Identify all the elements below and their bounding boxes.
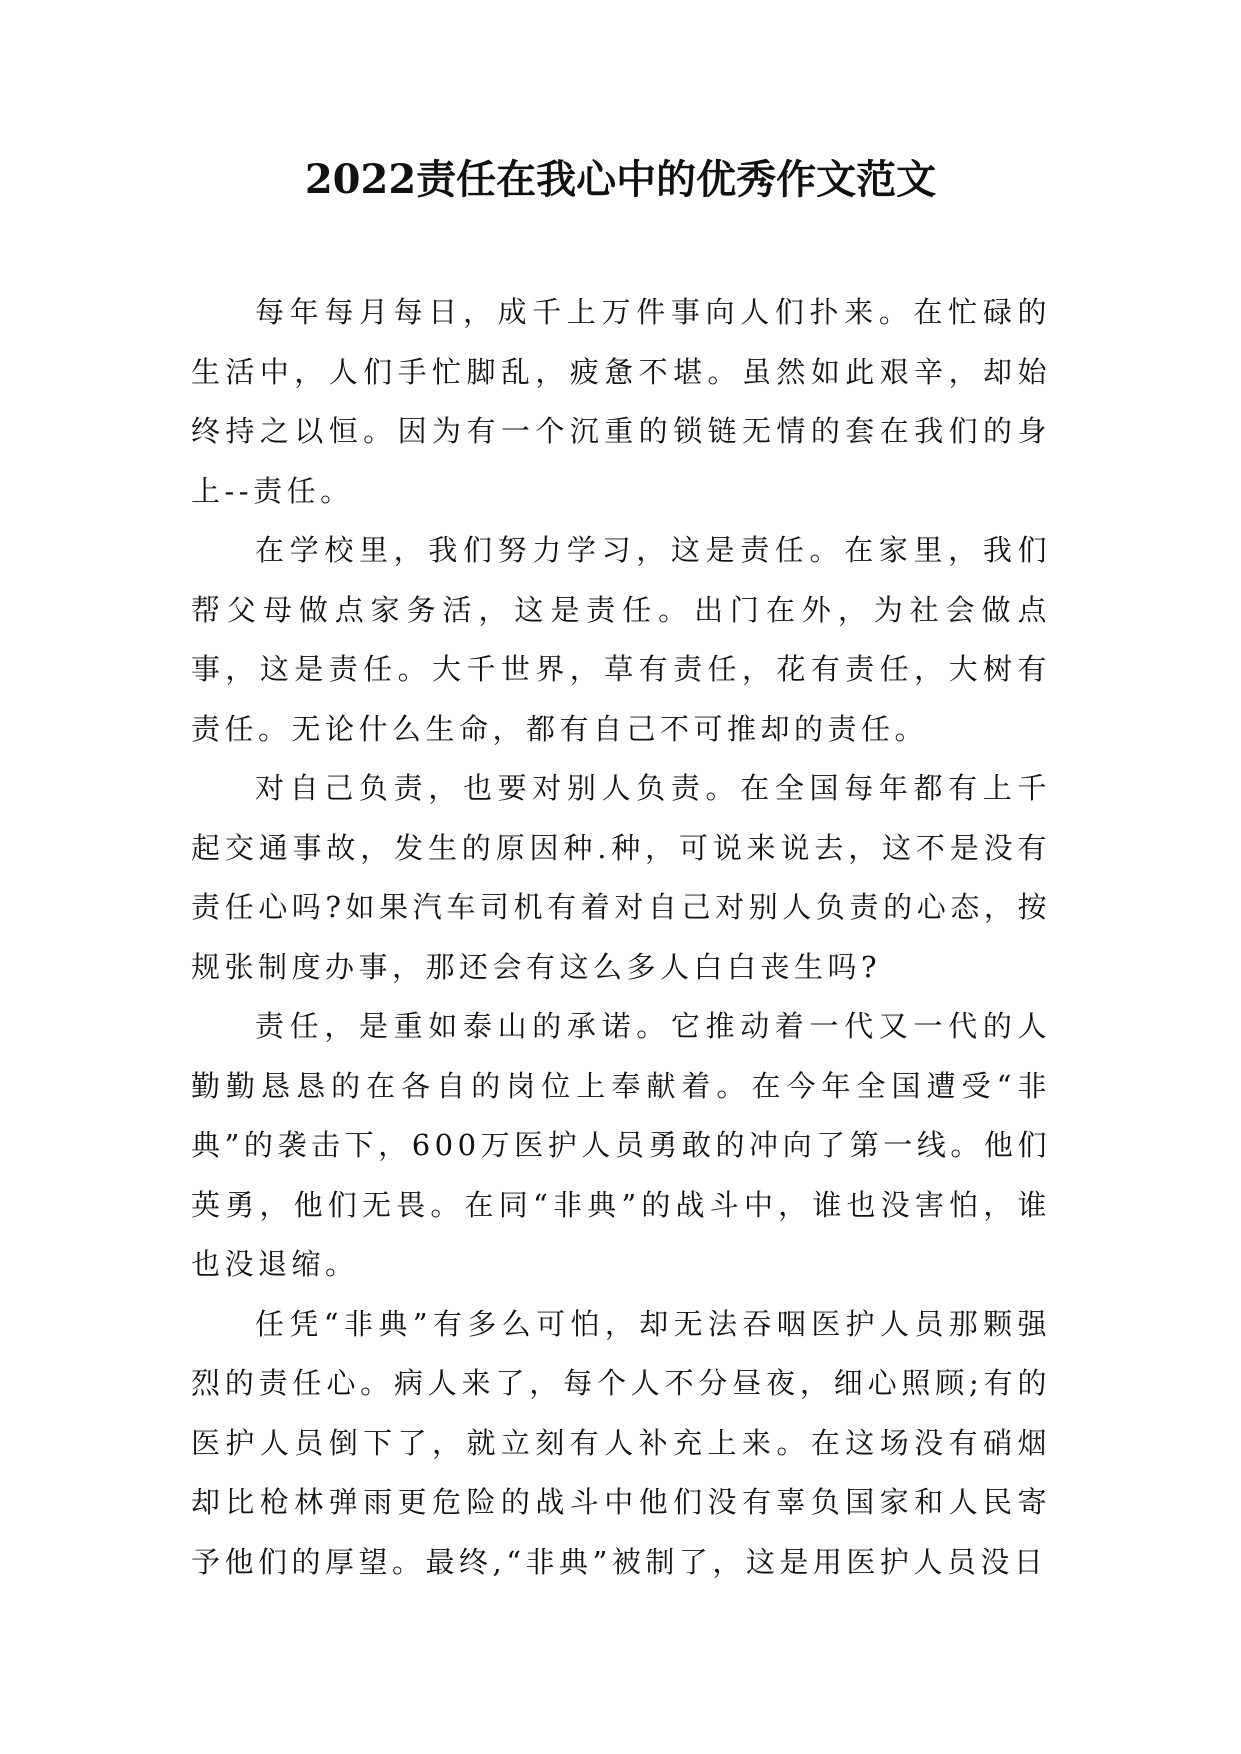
document-body bbox=[191, 283, 1051, 1592]
paragraph-2: 在学校里，我们努力学习，这是责任。在家里，我们帮父母做点家务活，这是责任。出门在外，为社会做点事，这是责任。大千世界，草有责任，花有责任，大树有责任。无论什么生命，都有自己不可推却的责任。 bbox=[191, 533, 1051, 746]
paragraph-5: 任凭“非典”有多么可怕，却无法吞咽医护人员那颗强烈的责任心。病人来了，每个人不分昼夜，细心照顾;有的医护人员倒下了，就立刻有人补充上来。在这场没有硝烟却比枪林弹雨更危险的战斗中他们没有辜负国家和人民寄予他们的厚望。最终,“非典”被制了，这是用医护人员没日 bbox=[191, 1306, 1051, 1579]
paragraph-3: 对自己负责，也要对别人负责。在全国每年都有上千起交通事故，发生的原因种.种，可说来说去，这不是没有责任心吗?如果汽车司机有着对自己对别人负责的心态，按规张制度办事，那还会有这么多人白白丧生吗? bbox=[191, 771, 1051, 984]
document-title: 2022责任在我心中的优秀作文范文 bbox=[304, 156, 937, 203]
paragraph-4: 责任，是重如泰山的承诺。它推动着一代又一代的人勤勤恳恳的在各自的岗位上奉献着。在今年全国遭受“非典”的袭击下，600万医护人员勇敢的冲向了第一线。他们英勇，他们无畏。在同“非典”的战斗中，谁也没害怕，谁也没退缩。 bbox=[191, 1009, 1051, 1281]
paragraph-1: 每年每月每日，成千上万件事向人们扑来。在忙碌的生活中，人们手忙脚乱，疲惫不堪。虽然如此艰辛，却始终持之以恒。因为有一个沉重的锁链无情的套在我们的身上--责任。 bbox=[191, 295, 1051, 508]
